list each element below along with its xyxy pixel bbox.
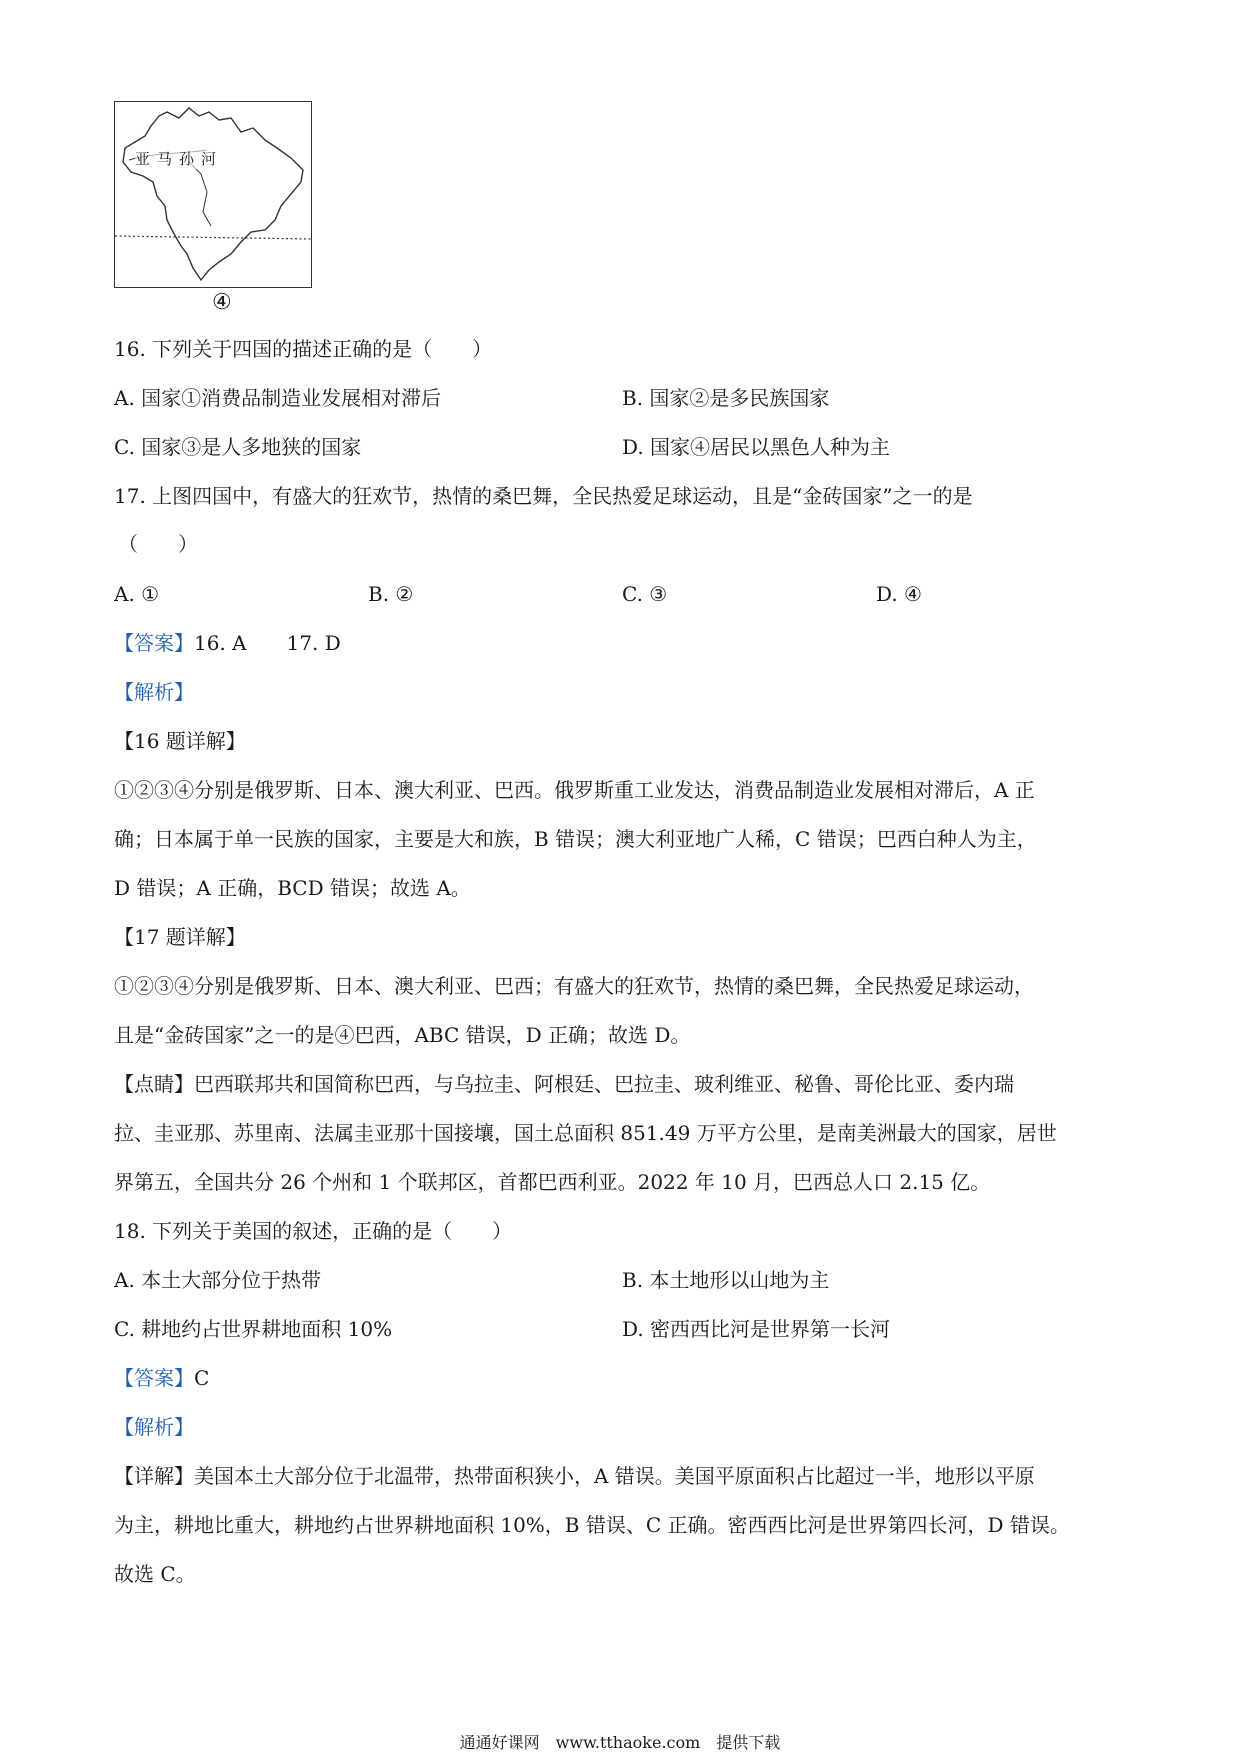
brazil-country-outline bbox=[123, 108, 303, 280]
detail18-line3: 故选 C。 bbox=[114, 1562, 196, 1586]
detail17-title: 【17 题详解】 bbox=[114, 925, 246, 949]
answer-block-2 bbox=[114, 1364, 209, 1392]
tip-line3: 界第五，全国共分 26 个州和 1 个联邦区，首都巴西利亚。2022 年 10 月，巴西总人口 2.15 亿。 bbox=[114, 1170, 991, 1194]
answer-text: 16. A 17. D bbox=[194, 631, 341, 655]
detail18-line2: 为主，耕地比重大，耕地约占世界耕地面积 10%，B 错误、C 正确。密西西比河是世界第四长河，D 错误。 bbox=[114, 1513, 1070, 1537]
answer-block-1 bbox=[114, 629, 341, 657]
detail17-line2: 且是“金砖国家”之一的是④巴西，ABC 错误，D 正确；故选 D。 bbox=[114, 1023, 691, 1047]
analysis-tag: 【解析】 bbox=[114, 680, 194, 704]
q17-stem-line1: 17. 上图四国中，有盛大的狂欢节，热情的桑巴舞，全民热爱足球运动，且是“金砖国家”之一的是 bbox=[114, 484, 973, 508]
detail16-title: 【16 题详解】 bbox=[114, 729, 246, 753]
q16-option-d: D. 国家④居民以黑色人种为主 bbox=[622, 435, 891, 459]
detail16-line2: 确；日本属于单一民族的国家，主要是大和族，B 错误；澳大利亚地广人稀，C 错误；巴西白种人为主， bbox=[114, 827, 1037, 851]
q17-option-d: D. ④ bbox=[876, 582, 922, 606]
tropic-dotted-line bbox=[115, 236, 311, 239]
q18-option-c: C. 耕地约占世界耕地面积 10% bbox=[114, 1317, 393, 1341]
detail18-line1: 【详解】美国本土大部分位于北温带，热带面积狭小，A 错误。美国平原面积占比超过一半，地形以平原 bbox=[114, 1464, 1035, 1488]
q16-option-a: A. 国家①消费品制造业发展相对滞后 bbox=[114, 386, 442, 410]
q16-option-b: B. 国家②是多民族国家 bbox=[622, 386, 830, 410]
q17-option-b: B. ② bbox=[368, 582, 414, 606]
tip-line2: 拉、圭亚那、苏里南、法属圭亚那十国接壤，国土总面积 851.49 万平方公里，是南美洲最大的国家，居世 bbox=[114, 1121, 1057, 1145]
amazon-river-label: 亚马孙河 bbox=[135, 150, 224, 168]
map-number: ④ bbox=[212, 290, 232, 315]
q18-option-d: D. 密西西比河是世界第一长河 bbox=[622, 1317, 891, 1341]
q17-option-c: C. ③ bbox=[622, 582, 668, 606]
q17-stem-line2: （ ） bbox=[118, 532, 198, 556]
q18-option-b: B. 本土地形以山地为主 bbox=[622, 1268, 830, 1292]
detail17-line1: ①②③④分别是俄罗斯、日本、澳大利亚、巴西；有盛大的狂欢节，热情的桑巴舞，全民热爱足球运动， bbox=[114, 974, 1034, 998]
q16-stem: 16. 下列关于四国的描述正确的是（ ） bbox=[114, 337, 493, 361]
answer-tag: 【答案】 bbox=[114, 1366, 194, 1390]
detail16-line1: ①②③④分别是俄罗斯、日本、澳大利亚、巴西。俄罗斯重工业发达，消费品制造业发展相对滞后，A 正 bbox=[114, 778, 1035, 802]
q18-option-a: A. 本土大部分位于热带 bbox=[114, 1268, 322, 1292]
answer-text: C bbox=[194, 1366, 210, 1390]
brazil-outline-map bbox=[115, 102, 311, 287]
tip-line1: 【点睛】巴西联邦共和国简称巴西，与乌拉圭、阿根廷、巴拉圭、玻利维亚、秘鲁、哥伦比亚、委内瑞 bbox=[114, 1072, 1014, 1096]
detail16-line3: D 错误；A 正确，BCD 错误；故选 A。 bbox=[114, 876, 471, 900]
q16-option-c: C. 国家③是人多地狭的国家 bbox=[114, 435, 362, 459]
q17-option-a: A. ① bbox=[114, 582, 160, 606]
answer-tag: 【答案】 bbox=[114, 631, 194, 655]
brazil-internal-border bbox=[189, 162, 211, 226]
page-footer: 通通好课网 www.tthaoke.com 提供下载 bbox=[459, 1733, 781, 1752]
q18-stem: 18. 下列关于美国的叙述，正确的是（ ） bbox=[114, 1219, 513, 1243]
analysis-tag: 【解析】 bbox=[114, 1415, 194, 1439]
brazil-map-figure bbox=[114, 101, 312, 288]
